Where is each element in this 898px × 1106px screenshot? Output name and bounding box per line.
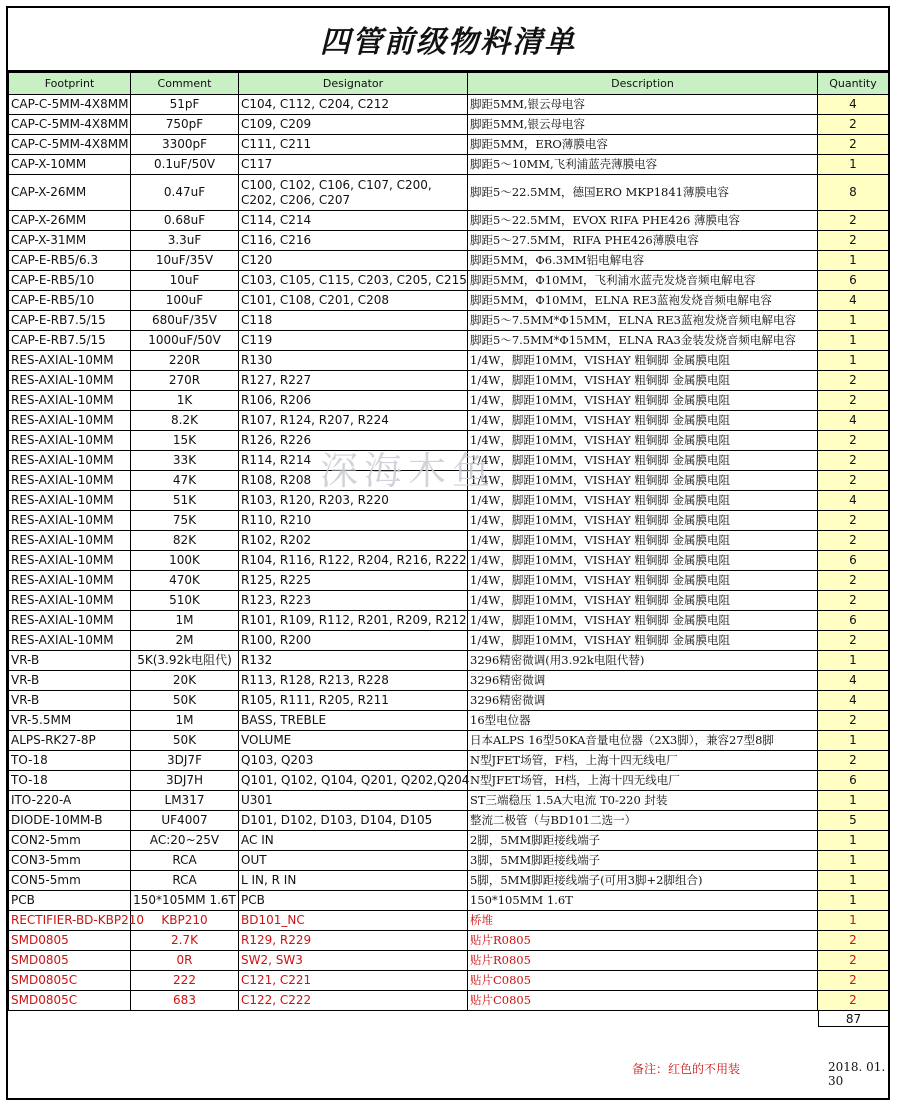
cell-footprint: CAP-E-RB7.5/15 [9, 311, 131, 331]
cell-designator: C121, C221 [239, 971, 468, 991]
cell-quantity: 2 [818, 211, 889, 231]
cell-designator: VOLUME [239, 731, 468, 751]
cell-description: 3296精密微调 [468, 691, 818, 711]
cell-description: N型JFET场管，H档，上海十四无线电厂 [468, 771, 818, 791]
cell-footprint: ALPS-RK27-8P [9, 731, 131, 751]
cell-description: 2脚，5MM脚距接线端子 [468, 831, 818, 851]
cell-quantity: 1 [818, 155, 889, 175]
cell-quantity: 2 [818, 711, 889, 731]
cell-description: ST三端稳压 1.5A大电流 T0-220 封装 [468, 791, 818, 811]
cell-designator: C120 [239, 251, 468, 271]
cell-footprint: CAP-C-5MM-4X8MM [9, 135, 131, 155]
cell-footprint: ITO-220-A [9, 791, 131, 811]
cell-quantity: 2 [818, 115, 889, 135]
cell-comment: 75K [131, 511, 239, 531]
table-row [9, 211, 889, 231]
cell-footprint: RECTIFIER-BD-KBP210 [9, 911, 131, 931]
cell-quantity: 2 [818, 371, 889, 391]
cell-description: 贴片C0805 [468, 991, 818, 1011]
cell-description: 脚距5MM，Φ6.3MM铝电解电容 [468, 251, 818, 271]
cell-description: 16型电位器 [468, 711, 818, 731]
cell-designator: R132 [239, 651, 468, 671]
cell-description: 脚距5～22.5MM，EVOX RIFA PHE426 薄膜电容 [468, 211, 818, 231]
cell-comment: 470K [131, 571, 239, 591]
table-row [9, 511, 889, 531]
cell-footprint: RES-AXIAL-10MM [9, 371, 131, 391]
cell-comment: 50K [131, 691, 239, 711]
cell-footprint: CON2-5mm [9, 831, 131, 851]
cell-footprint: RES-AXIAL-10MM [9, 451, 131, 471]
cell-comment: 222 [131, 971, 239, 991]
cell-designator: PCB [239, 891, 468, 911]
table-row [9, 471, 889, 491]
table-row [9, 451, 889, 471]
table-row [9, 871, 889, 891]
cell-description: 1/4W，脚距10MM，VISHAY 粗铜脚 金属膜电阻 [468, 451, 818, 471]
table-row [9, 175, 889, 211]
cell-designator: R125, R225 [239, 571, 468, 591]
cell-designator: L IN, R IN [239, 871, 468, 891]
table-row [9, 671, 889, 691]
cell-designator: C101, C108, C201, C208 [239, 291, 468, 311]
cell-designator: C118 [239, 311, 468, 331]
cell-description: 1/4W，脚距10MM，VISHAY 粗铜脚 金属膜电阻 [468, 351, 818, 371]
cell-quantity: 1 [818, 251, 889, 271]
table-row [9, 751, 889, 771]
cell-description: 1/4W，脚距10MM，VISHAY 粗铜脚 金属膜电阻 [468, 631, 818, 651]
cell-footprint: VR-B [9, 691, 131, 711]
cell-designator: R123, R223 [239, 591, 468, 611]
cell-quantity: 5 [818, 811, 889, 831]
cell-comment: 1M [131, 611, 239, 631]
cell-description: 日本ALPS 16型50KA音量电位器（2X3脚），兼容27型8脚 [468, 731, 818, 751]
cell-quantity: 2 [818, 931, 889, 951]
cell-footprint: RES-AXIAL-10MM [9, 431, 131, 451]
cell-comment: 2.7K [131, 931, 239, 951]
cell-footprint: CAP-E-RB5/6.3 [9, 251, 131, 271]
header-quantity: Quantity [818, 73, 889, 95]
table-row [9, 631, 889, 651]
cell-designator: BASS, TREBLE [239, 711, 468, 731]
cell-footprint: CAP-E-RB7.5/15 [9, 331, 131, 351]
date-label: 2018. 01. 30 [828, 1060, 886, 1088]
table-row [9, 551, 889, 571]
cell-designator: R126, R226 [239, 431, 468, 451]
cell-comment: RCA [131, 851, 239, 871]
cell-comment: RCA [131, 871, 239, 891]
cell-description: 3脚，5MM脚距接线端子 [468, 851, 818, 871]
cell-comment: 0.47uF [131, 175, 239, 211]
cell-quantity: 6 [818, 271, 889, 291]
table-row [9, 135, 889, 155]
cell-comment: 5K(3.92k电阻代) [131, 651, 239, 671]
cell-comment: 10uF/35V [131, 251, 239, 271]
cell-description: 1/4W，脚距10MM，VISHAY 粗铜脚 金属膜电阻 [468, 391, 818, 411]
cell-comment: 33K [131, 451, 239, 471]
cell-designator: R108, R208 [239, 471, 468, 491]
table-row [9, 531, 889, 551]
cell-description: 脚距5～10MM,飞利浦蓝壳薄膜电容 [468, 155, 818, 175]
bom-body [9, 95, 889, 1011]
cell-quantity: 1 [818, 351, 889, 371]
cell-quantity: 1 [818, 871, 889, 891]
cell-designator: C104, C112, C204, C212 [239, 95, 468, 115]
cell-footprint: RES-AXIAL-10MM [9, 571, 131, 591]
cell-footprint: VR-B [9, 671, 131, 691]
cell-comment: 683 [131, 991, 239, 1011]
table-row [9, 271, 889, 291]
cell-footprint: CAP-X-10MM [9, 155, 131, 175]
cell-quantity: 2 [818, 751, 889, 771]
quantity-total: 87 [818, 1010, 889, 1027]
cell-designator: BD101_NC [239, 911, 468, 931]
cell-description: 1/4W，脚距10MM，VISHAY 粗铜脚 金属膜电阻 [468, 371, 818, 391]
watermark: 深海木鱼 [320, 449, 497, 493]
cell-footprint: CAP-E-RB5/10 [9, 271, 131, 291]
cell-description: 脚距5MM,银云母电容 [468, 115, 818, 135]
cell-quantity: 8 [818, 175, 889, 211]
table-row [9, 771, 889, 791]
cell-comment: 510K [131, 591, 239, 611]
header-footprint: Footprint [9, 73, 131, 95]
cell-footprint: CAP-X-31MM [9, 231, 131, 251]
cell-comment: 1M [131, 711, 239, 731]
cell-quantity: 2 [818, 631, 889, 651]
cell-footprint: CAP-C-5MM-4X8MM [9, 115, 131, 135]
cell-description: 150*105MM 1.6T [468, 891, 818, 911]
table-row [9, 311, 889, 331]
cell-footprint: VR-B [9, 651, 131, 671]
cell-description: 脚距5～7.5MM*Φ15MM，ELNA RA3金装发烧音频电解电容 [468, 331, 818, 351]
cell-description: 3296精密微调 [468, 671, 818, 691]
cell-footprint: CON3-5mm [9, 851, 131, 871]
cell-comment: 220R [131, 351, 239, 371]
cell-comment: 3300pF [131, 135, 239, 155]
cell-footprint: TO-18 [9, 771, 131, 791]
cell-quantity: 4 [818, 491, 889, 511]
cell-designator: R100, R200 [239, 631, 468, 651]
cell-description: 脚距5MM，Φ10MM，飞利浦水蓝壳发烧音频电解电容 [468, 271, 818, 291]
bom-table [8, 72, 889, 1011]
table-row [9, 431, 889, 451]
cell-designator: R113, R128, R213, R228 [239, 671, 468, 691]
cell-quantity: 4 [818, 691, 889, 711]
cell-designator: R101, R109, R112, R201, R209, R212 [239, 611, 468, 631]
cell-footprint: CAP-X-26MM [9, 175, 131, 211]
cell-quantity: 2 [818, 511, 889, 531]
cell-quantity: 1 [818, 791, 889, 811]
cell-comment: 2M [131, 631, 239, 651]
table-row [9, 891, 889, 911]
cell-quantity: 2 [818, 231, 889, 251]
cell-description: 桥堆 [468, 911, 818, 931]
cell-description: 脚距5～22.5MM，德国ERO MKP1841薄膜电容 [468, 175, 818, 211]
cell-designator: R103, R120, R203, R220 [239, 491, 468, 511]
cell-footprint: RES-AXIAL-10MM [9, 411, 131, 431]
cell-quantity: 1 [818, 331, 889, 351]
header-description: Description [468, 73, 818, 95]
cell-quantity: 4 [818, 291, 889, 311]
cell-comment: 51K [131, 491, 239, 511]
cell-designator: C111, C211 [239, 135, 468, 155]
cell-quantity: 4 [818, 95, 889, 115]
cell-description: 脚距5MM,银云母电容 [468, 95, 818, 115]
table-row [9, 251, 889, 271]
cell-description: 整流二极管（与BD101二选一） [468, 811, 818, 831]
table-row [9, 351, 889, 371]
cell-designator: C103, C105, C115, C203, C205, C215 [239, 271, 468, 291]
table-row [9, 571, 889, 591]
cell-footprint: DIODE-10MM-B [9, 811, 131, 831]
cell-description: 1/4W，脚距10MM，VISHAY 粗铜脚 金属膜电阻 [468, 471, 818, 491]
cell-quantity: 4 [818, 411, 889, 431]
cell-description: 1/4W，脚距10MM，VISHAY 粗铜脚 金属膜电阻 [468, 511, 818, 531]
cell-quantity: 6 [818, 771, 889, 791]
cell-comment: 3.3uF [131, 231, 239, 251]
cell-footprint: RES-AXIAL-10MM [9, 491, 131, 511]
cell-designator: C100, C102, C106, C107, C200, C202, C206, C207 [239, 175, 468, 211]
table-row [9, 491, 889, 511]
cell-quantity: 1 [818, 891, 889, 911]
cell-footprint: PCB [9, 891, 131, 911]
cell-designator: C119 [239, 331, 468, 351]
cell-comment: 100K [131, 551, 239, 571]
cell-description: 1/4W，脚距10MM，VISHAY 粗铜脚 金属膜电阻 [468, 551, 818, 571]
cell-comment: 20K [131, 671, 239, 691]
cell-footprint: RES-AXIAL-10MM [9, 631, 131, 651]
table-row [9, 791, 889, 811]
header-row [9, 73, 889, 95]
cell-footprint: RES-AXIAL-10MM [9, 471, 131, 491]
cell-description: 1/4W，脚距10MM，VISHAY 粗铜脚 金属膜电阻 [468, 531, 818, 551]
table-row [9, 231, 889, 251]
cell-description: 1/4W，脚距10MM，VISHAY 粗铜脚 金属膜电阻 [468, 571, 818, 591]
cell-description: 脚距5～27.5MM，RIFA PHE426薄膜电容 [468, 231, 818, 251]
cell-footprint: RES-AXIAL-10MM [9, 591, 131, 611]
table-row [9, 95, 889, 115]
cell-quantity: 2 [818, 951, 889, 971]
cell-comment: 10uF [131, 271, 239, 291]
cell-footprint: RES-AXIAL-10MM [9, 351, 131, 371]
cell-comment: 82K [131, 531, 239, 551]
cell-comment: 0.68uF [131, 211, 239, 231]
cell-description: 贴片R0805 [468, 931, 818, 951]
cell-footprint: SMD0805C [9, 991, 131, 1011]
cell-footprint: RES-AXIAL-10MM [9, 511, 131, 531]
cell-designator: R110, R210 [239, 511, 468, 531]
cell-description: 1/4W，脚距10MM，VISHAY 粗铜脚 金属膜电阻 [468, 591, 818, 611]
cell-quantity: 2 [818, 451, 889, 471]
cell-comment: 51pF [131, 95, 239, 115]
cell-designator: R106, R206 [239, 391, 468, 411]
cell-designator: AC IN [239, 831, 468, 851]
cell-comment: 50K [131, 731, 239, 751]
cell-description: 5脚，5MM脚距接线端子(可用3脚+2脚组合) [468, 871, 818, 891]
cell-quantity: 2 [818, 391, 889, 411]
cell-designator: D101, D102, D103, D104, D105 [239, 811, 468, 831]
cell-description: 1/4W，脚距10MM，VISHAY 粗铜脚 金属膜电阻 [468, 491, 818, 511]
cell-designator: R104, R116, R122, R204, R216, R222 [239, 551, 468, 571]
cell-quantity: 4 [818, 671, 889, 691]
cell-comment: 100uF [131, 291, 239, 311]
table-row [9, 851, 889, 871]
cell-description: 1/4W，脚距10MM，VISHAY 粗铜脚 金属膜电阻 [468, 611, 818, 631]
cell-footprint: SMD0805 [9, 951, 131, 971]
cell-description: 3296精密微调(用3.92k电阻代替) [468, 651, 818, 671]
table-row [9, 591, 889, 611]
cell-quantity: 2 [818, 591, 889, 611]
cell-quantity: 2 [818, 471, 889, 491]
cell-designator: R114, R214 [239, 451, 468, 471]
cell-comment: 150*105MM 1.6T [131, 891, 239, 911]
header-comment: Comment [131, 73, 239, 95]
cell-designator: R129, R229 [239, 931, 468, 951]
page-title: 四管前级物料清单 [8, 8, 888, 72]
table-row [9, 291, 889, 311]
cell-comment: KBP210 [131, 911, 239, 931]
cell-footprint: RES-AXIAL-10MM [9, 391, 131, 411]
table-row [9, 371, 889, 391]
header-designator: Designator [239, 73, 468, 95]
table-row [9, 391, 889, 411]
footnote: 备注：红色的不用装 [632, 1062, 741, 1076]
cell-comment: 15K [131, 431, 239, 451]
cell-description: N型JFET场管，F档，上海十四无线电厂 [468, 751, 818, 771]
cell-designator: C114, C214 [239, 211, 468, 231]
cell-footprint: CAP-E-RB5/10 [9, 291, 131, 311]
cell-description: 1/4W，脚距10MM，VISHAY 粗铜脚 金属膜电阻 [468, 431, 818, 451]
cell-comment: 0.1uF/50V [131, 155, 239, 175]
cell-comment: 3DJ7H [131, 771, 239, 791]
bom-sheet [6, 6, 890, 1100]
cell-footprint: RES-AXIAL-10MM [9, 611, 131, 631]
cell-comment: 680uF/35V [131, 311, 239, 331]
cell-description: 贴片R0805 [468, 951, 818, 971]
cell-footprint: SMD0805C [9, 971, 131, 991]
cell-description: 脚距5～7.5MM*Φ15MM，ELNA RE3蓝袍发烧音频电解电容 [468, 311, 818, 331]
cell-designator: U301 [239, 791, 468, 811]
table-row [9, 411, 889, 431]
cell-quantity: 1 [818, 731, 889, 751]
cell-comment: 750pF [131, 115, 239, 135]
table-row [9, 911, 889, 931]
cell-comment: 8.2K [131, 411, 239, 431]
table-row [9, 115, 889, 135]
table-row [9, 831, 889, 851]
cell-description: 脚距5MM，Φ10MM，ELNA RE3蓝袍发烧音频电解电容 [468, 291, 818, 311]
cell-designator: R130 [239, 351, 468, 371]
cell-description: 脚距5MM，ERO薄膜电容 [468, 135, 818, 155]
cell-comment: 1000uF/50V [131, 331, 239, 351]
cell-quantity: 1 [818, 311, 889, 331]
cell-quantity: 6 [818, 551, 889, 571]
cell-footprint: RES-AXIAL-10MM [9, 531, 131, 551]
table-row [9, 691, 889, 711]
cell-designator: Q101, Q102, Q104, Q201, Q202,Q204 [239, 771, 468, 791]
cell-comment: AC:20~25V [131, 831, 239, 851]
cell-footprint: RES-AXIAL-10MM [9, 551, 131, 571]
table-row [9, 611, 889, 631]
cell-quantity: 6 [818, 611, 889, 631]
cell-designator: C109, C209 [239, 115, 468, 135]
cell-designator: C117 [239, 155, 468, 175]
cell-footprint: CON5-5mm [9, 871, 131, 891]
cell-comment: UF4007 [131, 811, 239, 831]
cell-description: 1/4W，脚距10MM，VISHAY 粗铜脚 金属膜电阻 [468, 411, 818, 431]
cell-designator: R127, R227 [239, 371, 468, 391]
table-row [9, 651, 889, 671]
table-row [9, 811, 889, 831]
cell-quantity: 1 [818, 651, 889, 671]
cell-comment: 1K [131, 391, 239, 411]
cell-footprint: CAP-C-5MM-4X8MM [9, 95, 131, 115]
cell-footprint: TO-18 [9, 751, 131, 771]
cell-designator: SW2, SW3 [239, 951, 468, 971]
table-row [9, 731, 889, 751]
cell-designator: C122, C222 [239, 991, 468, 1011]
cell-quantity: 1 [818, 911, 889, 931]
table-row [9, 991, 889, 1011]
cell-footprint: VR-5.5MM [9, 711, 131, 731]
table-row [9, 331, 889, 351]
cell-designator: OUT [239, 851, 468, 871]
cell-comment: 0R [131, 951, 239, 971]
table-row [9, 931, 889, 951]
cell-quantity: 2 [818, 991, 889, 1011]
cell-designator: Q103, Q203 [239, 751, 468, 771]
cell-designator: R102, R202 [239, 531, 468, 551]
cell-footprint: CAP-X-26MM [9, 211, 131, 231]
cell-description: 贴片C0805 [468, 971, 818, 991]
cell-quantity: 2 [818, 971, 889, 991]
cell-quantity: 1 [818, 851, 889, 871]
cell-quantity: 1 [818, 831, 889, 851]
table-row [9, 155, 889, 175]
cell-comment: 3DJ7F [131, 751, 239, 771]
cell-comment: 47K [131, 471, 239, 491]
cell-footprint: SMD0805 [9, 931, 131, 951]
cell-designator: R105, R111, R205, R211 [239, 691, 468, 711]
cell-quantity: 2 [818, 431, 889, 451]
cell-quantity: 2 [818, 531, 889, 551]
cell-quantity: 2 [818, 571, 889, 591]
cell-designator: R107, R124, R207, R224 [239, 411, 468, 431]
cell-quantity: 2 [818, 135, 889, 155]
table-row [9, 971, 889, 991]
table-row [9, 711, 889, 731]
cell-designator: C116, C216 [239, 231, 468, 251]
cell-comment: 270R [131, 371, 239, 391]
cell-comment: LM317 [131, 791, 239, 811]
table-row [9, 951, 889, 971]
